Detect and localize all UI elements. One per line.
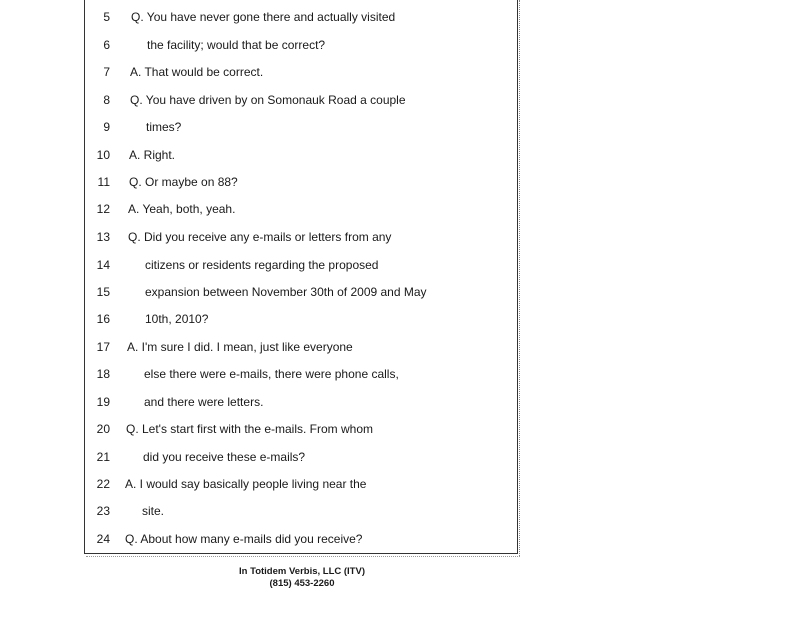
line-text: Q. You have never gone there and actually visited <box>131 10 396 24</box>
scan-edge-right <box>519 0 523 556</box>
transcript-line <box>86 392 516 412</box>
line-number: 15 <box>96 285 110 299</box>
transcript-line <box>86 447 516 467</box>
transcript-line <box>86 62 516 82</box>
line-text: Q. About how many e-mails did you receive? <box>125 532 363 546</box>
line-text: did you receive these e-mails? <box>143 450 306 464</box>
line-text: and there were letters. <box>144 395 264 409</box>
line-text: citizens or residents regarding the proposed <box>145 258 379 272</box>
line-number: 9 <box>103 120 110 134</box>
transcript-line <box>86 529 516 549</box>
line-number: 16 <box>96 312 110 326</box>
transcript-line <box>86 337 516 357</box>
line-number: 6 <box>103 38 110 52</box>
transcript-line <box>86 419 516 439</box>
line-number: 5 <box>103 10 110 24</box>
transcript-line <box>86 199 516 219</box>
transcript-line <box>86 172 516 192</box>
line-number: 10 <box>96 148 110 162</box>
line-text: Q. Did you receive any e-mails or letters from any <box>128 230 392 244</box>
transcript-line <box>86 364 516 384</box>
line-number: 22 <box>96 477 110 491</box>
line-text: A. Yeah, both, yeah. <box>128 202 236 216</box>
transcript-line <box>86 282 516 302</box>
line-number: 8 <box>103 93 110 107</box>
line-number: 23 <box>96 504 110 518</box>
line-number: 20 <box>96 422 110 436</box>
line-text: times? <box>146 120 182 134</box>
line-number: 11 <box>97 175 110 189</box>
line-text: A. I'm sure I did. I mean, just like everyone <box>127 340 353 354</box>
line-number: 21 <box>96 450 110 464</box>
line-number: 12 <box>96 202 110 216</box>
footer-company: In Totidem Verbis, LLC (ITV) <box>239 566 365 577</box>
transcript-line <box>86 227 516 247</box>
scan-edge-bottom <box>86 556 520 559</box>
transcript-line <box>86 474 516 494</box>
footer-phone: (815) 453-2260 <box>269 578 335 589</box>
transcript-line <box>86 145 516 165</box>
line-text: A. I would say basically people living near the <box>125 477 367 491</box>
transcript-line <box>86 7 516 27</box>
line-text: expansion between November 30th of 2009 and May <box>145 285 427 299</box>
line-number: 13 <box>96 230 110 244</box>
transcript-line <box>86 501 516 521</box>
transcript-line <box>86 90 516 110</box>
line-number: 18 <box>96 367 110 381</box>
line-number: 24 <box>96 532 110 546</box>
line-text: Q. Let's start first with the e-mails. From whom <box>126 422 374 436</box>
line-text: A. That would be correct. <box>130 65 264 79</box>
transcript-line <box>86 35 516 55</box>
line-text: the facility; would that be correct? <box>147 38 326 52</box>
line-number: 19 <box>96 395 110 409</box>
line-number: 14 <box>96 258 110 272</box>
transcript-line <box>86 309 516 329</box>
transcript-line <box>86 117 516 137</box>
line-text: A. Right. <box>129 148 176 162</box>
line-text: 10th, 2010? <box>145 312 209 326</box>
line-number: 17 <box>96 340 110 354</box>
line-text: site. <box>142 504 165 518</box>
line-number: 7 <box>103 65 110 79</box>
line-text: else there were e-mails, there were phone calls, <box>144 367 399 381</box>
transcript-line <box>86 255 516 275</box>
line-text: Q. Or maybe on 88? <box>129 175 238 189</box>
line-text: Q. You have driven by on Somonauk Road a couple <box>130 93 406 107</box>
transcript-page-frame <box>84 0 518 554</box>
